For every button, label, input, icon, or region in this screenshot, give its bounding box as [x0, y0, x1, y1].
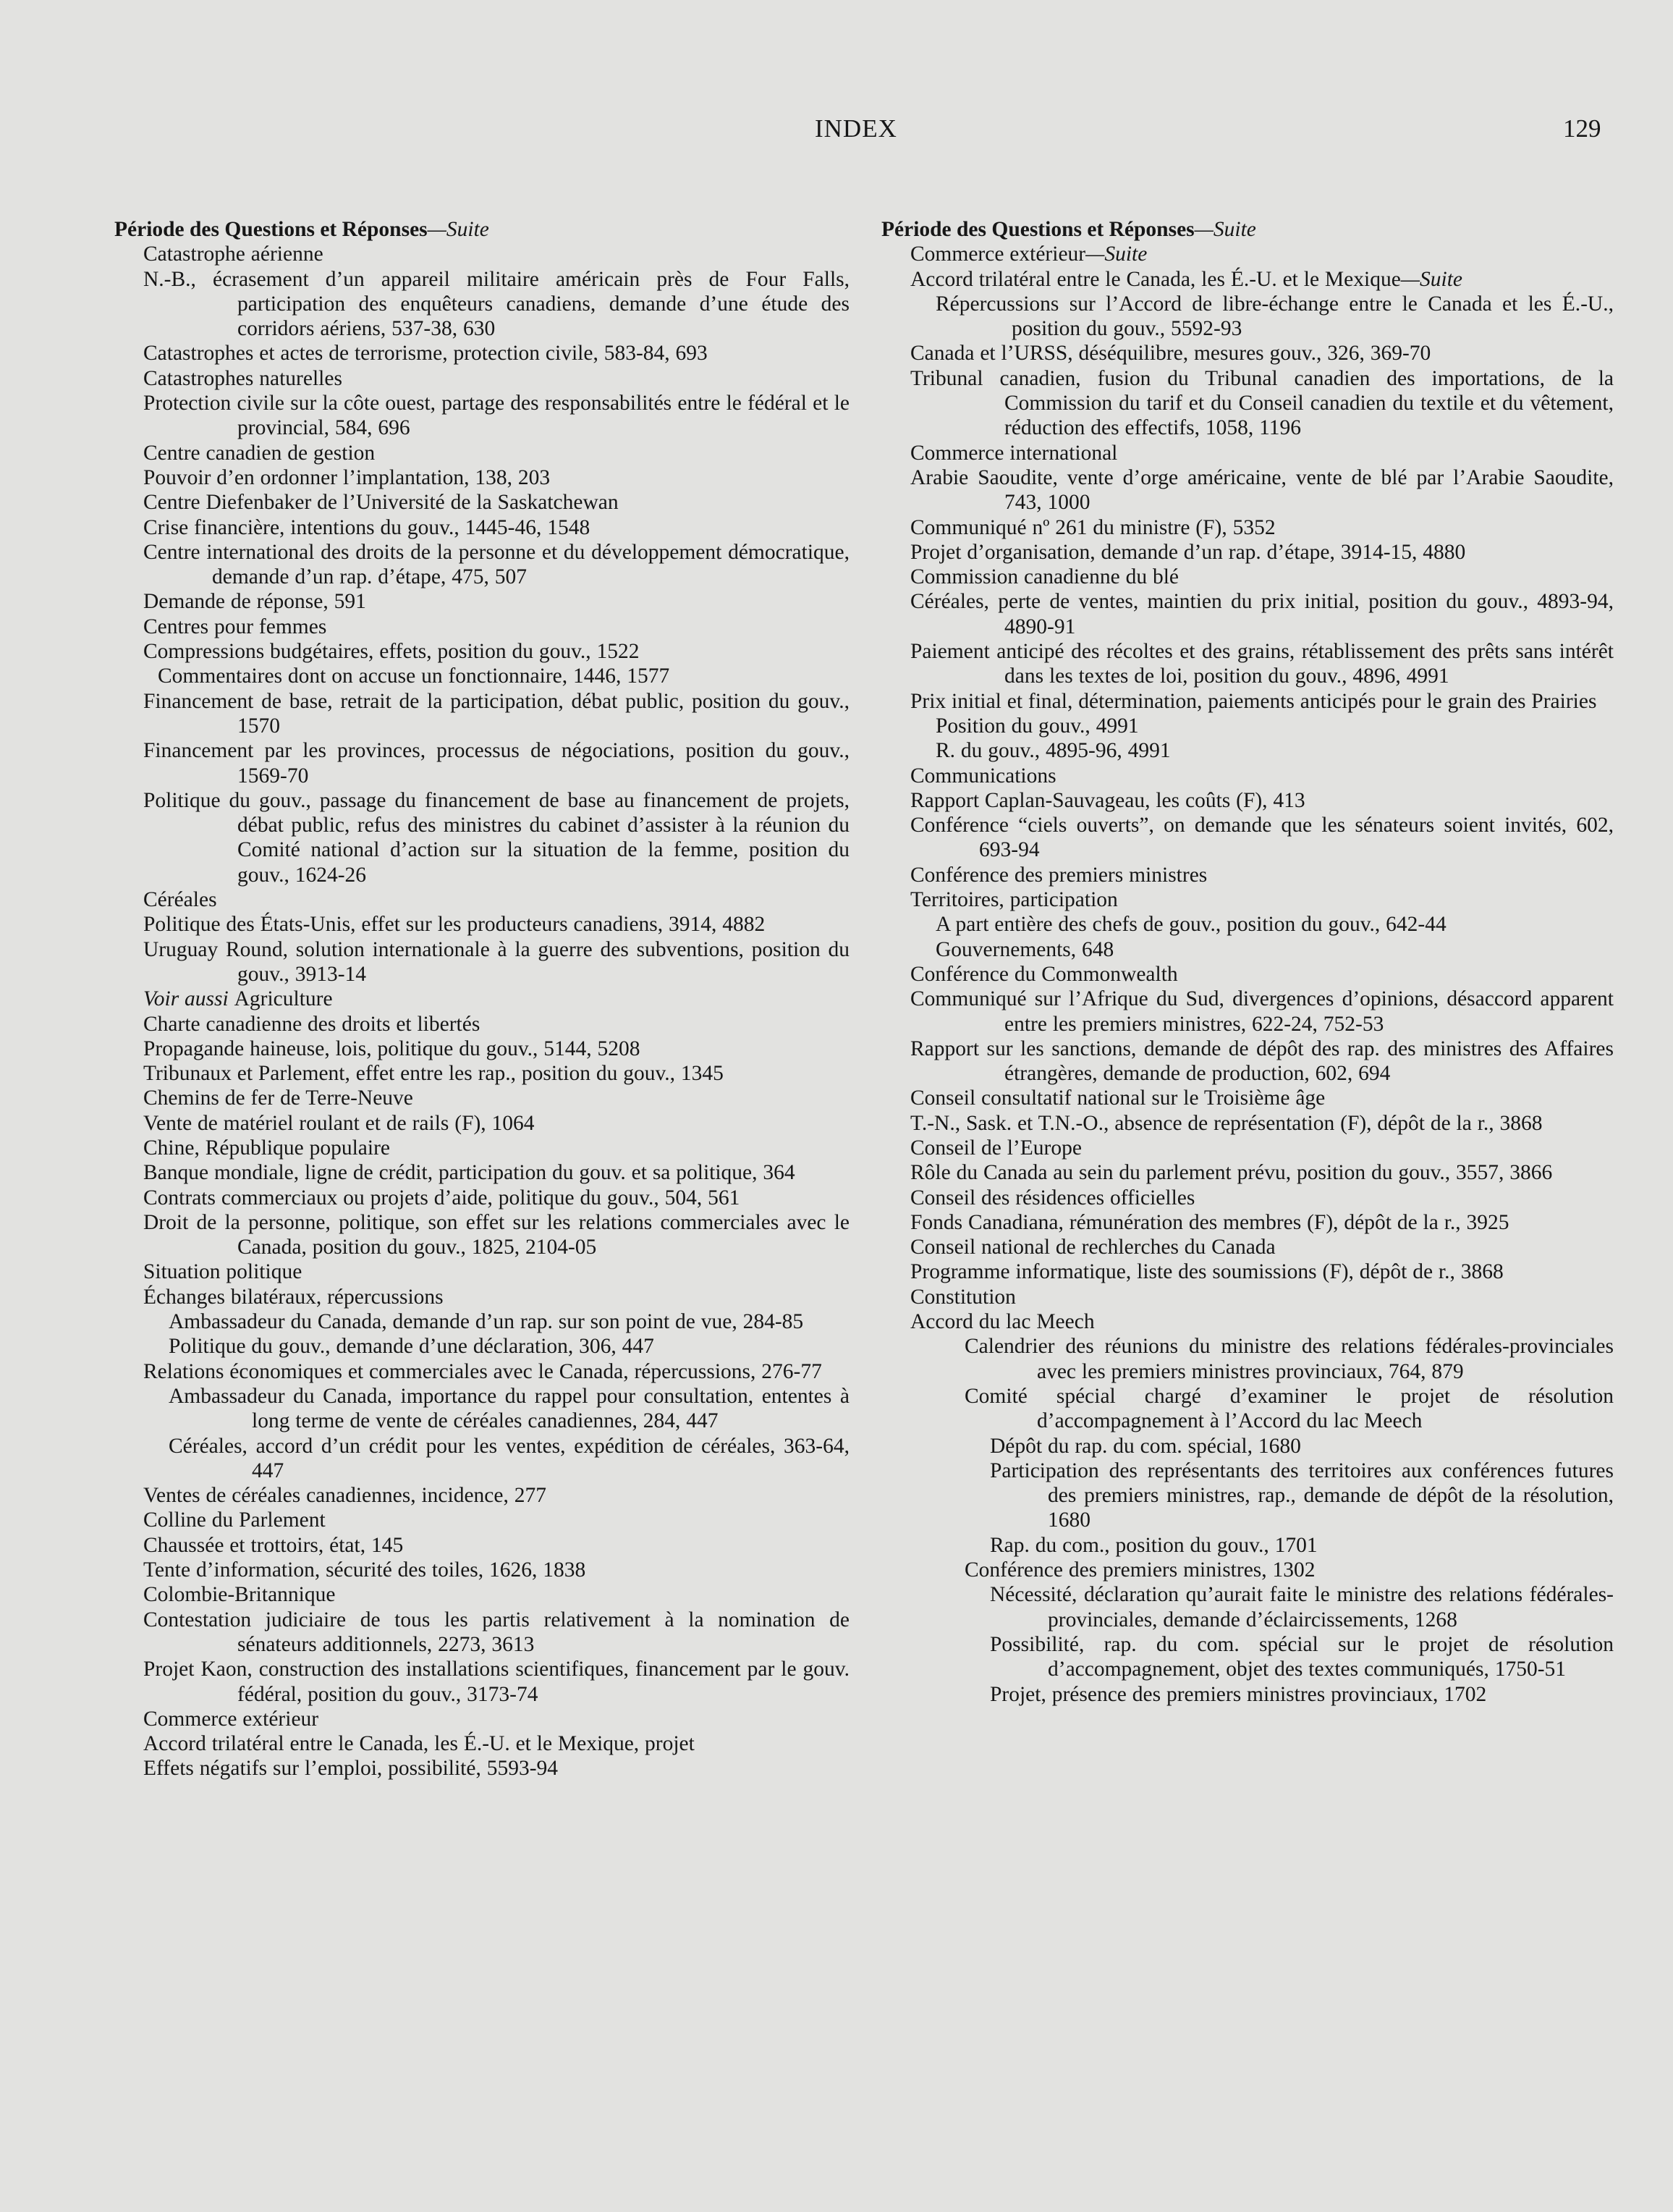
index-entry-text: Colombie-Britannique	[143, 1583, 336, 1607]
index-entry	[881, 1582, 1614, 1632]
index-entry	[114, 341, 850, 366]
index-entry-text: Rapport sur les sanctions, demande de dépôt des rap. des ministres des Affaires étrangères, demande de production, 602, 694	[910, 1037, 1614, 1086]
index-entry	[114, 391, 850, 441]
index-entry-text: Participation des représentants des territoires aux conférences futures des premiers ministres, rap., demande de dépôt de la résolution, 1680	[990, 1459, 1614, 1532]
index-entry	[881, 1558, 1614, 1582]
index-entry	[881, 589, 1614, 639]
index-entry	[881, 1037, 1614, 1086]
index-entry-text: Financement par les provinces, processus de négociations, position du gouv., 1569-70	[143, 739, 850, 788]
index-entry	[881, 863, 1614, 887]
index-entry-text: Conférence du Commonwealth	[910, 962, 1178, 986]
index-entry	[114, 1657, 850, 1707]
index-entry-text: Position du gouv., 4991	[936, 714, 1139, 738]
index-entry	[114, 1136, 850, 1160]
index-entry-text: Demande de réponse, 591	[143, 590, 366, 614]
index-entry-text: Rapport Caplan-Sauvageau, les coûts (F), 413	[910, 788, 1305, 812]
index-entry-text: Céréales	[143, 888, 217, 912]
index-entry-text: Charte canadienne des droits et libertés	[143, 1012, 480, 1036]
left-column-heading	[114, 217, 850, 242]
index-entry-text: Relations économiques et commerciales avec le Canada, répercussions, 276-77	[143, 1359, 822, 1383]
index-entry-text: Canada et l’URSS, déséquilibre, mesures gouv., 326, 369-70	[910, 342, 1431, 366]
index-entry	[114, 639, 850, 664]
index-entry-text: Commission canadienne du blé	[910, 565, 1179, 589]
index-entry	[114, 1582, 850, 1607]
index-entry	[881, 267, 1614, 292]
index-entry-text: Contrats commerciaux ou projets d’aide, politique du gouv., 504, 561	[143, 1186, 740, 1210]
index-entry-text: Nécessité, déclaration qu’aurait faite le ministre des relations fédérales-provinciales, demande d’éclaircissements, 1268	[990, 1583, 1614, 1631]
index-entry	[114, 1359, 850, 1384]
index-entry-text: Centres pour femmes	[143, 615, 327, 638]
index-entry	[114, 788, 850, 887]
index-entry-text: Politique du gouv., demande d’une déclaration, 306, 447	[169, 1335, 654, 1359]
index-entry	[114, 1756, 850, 1781]
right-column-heading	[881, 217, 1614, 242]
index-entry	[114, 1434, 850, 1484]
index-entry-text: Céréales, perte de ventes, maintien du prix initial, position du gouv., 4893-94, 4890-91	[910, 590, 1614, 638]
index-entry	[114, 1309, 850, 1334]
index-entry-text: Communiqué sur l’Afrique du Sud, divergences d’opinions, désaccord apparent entre les premiers ministres, 622-24, 752-53	[910, 987, 1614, 1036]
index-entry-text: Conférence “ciels ouverts”, on demande que les sénateurs soient invités, 602, 693-94	[910, 814, 1614, 862]
index-entry	[114, 887, 850, 912]
index-entry	[114, 1731, 850, 1756]
index-entry-text: Calendrier des réunions du ministre des relations fédérales-provinciales avec les premiers ministres provinciaux, 764, 879	[965, 1335, 1614, 1383]
index-entry-text: Tribunal canadien, fusion du Tribunal canadien des importations, de la Commission du tarif et du Conseil canadien du textile et du vêtement, réduction des effectifs, 1058, 1196	[910, 366, 1614, 440]
index-entry	[114, 1285, 850, 1309]
index-entry-text: Répercussions sur l’Accord de libre-échange entre le Canada et les É.-U., position du gouv., 5592-93	[936, 292, 1614, 341]
index-entry	[114, 738, 850, 788]
index-entry-text: Projet d’organisation, demande d’un rap. d’étape, 3914-15, 4880	[910, 540, 1466, 564]
index-entry	[114, 1061, 850, 1086]
index-entry	[881, 1210, 1614, 1235]
index-entry-text: Compressions budgétaires, effets, position du gouv., 1522	[143, 640, 640, 664]
index-entry	[881, 1459, 1614, 1533]
index-entry	[114, 1533, 850, 1558]
index-entry-text: Rôle du Canada au sein du parlement prévu, position du gouv., 3557, 3866	[910, 1161, 1553, 1185]
right-heading-text: Période des Questions et Réponses	[881, 218, 1195, 241]
index-entry-text: Ambassadeur du Canada, demande d’un rap. sur son point de vue, 284-85	[169, 1310, 804, 1334]
index-entry	[881, 1384, 1614, 1434]
index-entry-text: T.-N., Sask. et T.N.-O., absence de représentation (F), dépôt de la r., 3868	[910, 1111, 1543, 1135]
index-entry-text: Céréales, accord d’un crédit pour les ventes, expédition de céréales, 363-64, 447	[169, 1434, 850, 1482]
index-entry	[114, 1508, 850, 1532]
index-entry	[881, 1259, 1614, 1284]
index-entry	[114, 242, 850, 266]
index-entry-text: Centre Diefenbaker de l’Université de la Saskatchewan	[143, 491, 619, 515]
index-entry-text: Contestation judiciaire de tous les partis relativement à la nomination de sénateurs additionnels, 2273, 3613	[143, 1608, 850, 1656]
index-entry-text: Centre canadien de gestion	[143, 441, 376, 465]
index-entry-text: Effets négatifs sur l’emploi, possibilité, 5593-94	[143, 1757, 559, 1781]
index-entry	[114, 615, 850, 639]
index-entry	[114, 1012, 850, 1037]
index-entry-text: Propagande haineuse, lois, politique du gouv., 5144, 5208	[143, 1037, 640, 1060]
index-entry-text: Banque mondiale, ligne de crédit, participation du gouv. et sa politique, 364	[143, 1161, 795, 1185]
index-entry	[881, 1285, 1614, 1309]
index-entry-text: Conseil national de rechlerches du Canada	[910, 1236, 1276, 1259]
index-entry-text: Pouvoir d’en ordonner l’implantation, 138, 203	[143, 465, 551, 489]
index-entry	[114, 987, 850, 1011]
index-entry	[114, 267, 850, 342]
index-entry-text: Projet, présence des premiers ministres provinciaux, 1702	[990, 1682, 1487, 1706]
index-entry	[114, 664, 850, 688]
left-heading-text: Période des Questions et Réponses	[114, 218, 428, 241]
index-entry	[881, 565, 1614, 589]
index-entry	[881, 441, 1614, 465]
index-entry-text: Paiement anticipé des récoltes et des grains, rétablissement des prêts sans intérêt dans les textes de loi, position du gouv., 4896, 4991	[910, 640, 1614, 688]
index-entry	[881, 987, 1614, 1037]
index-entry-text: N.-B., écrasement d’un appareil militaire américain près de Four Falls, participation des enquêteurs canadiens, demande d’une étude des corridors aériens, 537-38, 630	[143, 267, 850, 341]
index-entry	[881, 1111, 1614, 1136]
index-entry	[881, 1160, 1614, 1185]
index-entry-text: Catastrophe aérienne	[143, 242, 323, 266]
index-entry	[114, 1483, 850, 1508]
index-entry	[114, 1558, 850, 1582]
index-entry-text: Droit de la personne, politique, son effet sur les relations commerciales avec le Canada, position du gouv., 1825, 2104-05	[143, 1210, 850, 1259]
suite-suffix: —Suite	[1400, 267, 1463, 291]
index-entry-text: Chine, République populaire	[143, 1136, 390, 1160]
index-entry	[881, 689, 1614, 714]
index-entry-text: Arabie Saoudite, vente d’orge américaine, vente de blé par l’Arabie Saoudite, 743, 1000	[910, 465, 1614, 515]
right-column	[881, 217, 1614, 1707]
index-entry	[881, 764, 1614, 788]
index-entry-text: Conseil des résidences officielles	[910, 1186, 1195, 1210]
index-entry-text: Projet Kaon, construction des installations scientifiques, financement par le gouv. fédéral, position du gouv., 3173-74	[143, 1658, 850, 1706]
index-entry	[114, 1037, 850, 1061]
index-entry-text: Tente d’information, sécurité des toiles, 1626, 1838	[143, 1558, 586, 1582]
index-entry	[881, 1086, 1614, 1110]
index-entry	[881, 465, 1614, 515]
index-entry-text: A part entière des chefs de gouv., position du gouv., 642-44	[936, 913, 1447, 937]
index-entry	[114, 689, 850, 739]
index-entry-text: Agriculture	[234, 987, 333, 1011]
index-entry	[881, 1434, 1614, 1459]
index-entry	[114, 912, 850, 937]
index-entry-text: Accord trilatéral entre le Canada, les É.-U. et le Mexique	[910, 267, 1401, 291]
index-entry-text: Accord trilatéral entre le Canada, les É.-U. et le Mexique, projet	[143, 1732, 695, 1756]
index-entry	[881, 1186, 1614, 1210]
index-entry	[881, 1334, 1614, 1384]
index-entry	[881, 1682, 1614, 1707]
index-entry-text: Ambassadeur du Canada, importance du rappel pour consultation, ententes à long terme de vente de céréales canadiennes, 284, 447	[169, 1384, 850, 1433]
see-also-prefix: Voir aussi	[143, 987, 234, 1011]
index-entry	[881, 540, 1614, 565]
index-entry-text: Gouvernements, 648	[936, 937, 1114, 961]
index-entry	[881, 912, 1614, 937]
index-entry	[114, 1186, 850, 1210]
index-entry-text: Rap. du com., position du gouv., 1701	[990, 1533, 1318, 1557]
index-entry	[114, 1111, 850, 1136]
index-entry	[881, 937, 1614, 962]
index-entry-text: Commerce international	[910, 441, 1118, 465]
index-entry-text: Catastrophes et actes de terrorisme, protection civile, 583-84, 693	[143, 342, 708, 366]
index-entry-text: Situation politique	[143, 1260, 302, 1284]
suite-suffix: —Suite	[1085, 242, 1148, 266]
index-entry	[881, 714, 1614, 738]
index-entry	[881, 242, 1614, 266]
index-entry-text: Conseil consultatif national sur le Troisième âge	[910, 1086, 1326, 1110]
index-entry	[881, 341, 1614, 366]
index-entry-text: R. du gouv., 4895-96, 4991	[936, 739, 1171, 763]
index-entry	[881, 813, 1614, 863]
index-entry-text: Communications	[910, 764, 1056, 788]
index-entry-text: Politique des États-Unis, effet sur les producteurs canadiens, 3914, 4882	[143, 913, 766, 937]
index-entry	[114, 515, 850, 540]
index-entry-text: Politique du gouv., passage du financement de base au financement de projets, débat public, refus des ministres du cabinet d’assister à la réunion du Comité national d’action sur la situation de la femme, position du gouv., 1624-26	[143, 788, 850, 887]
index-entry	[881, 887, 1614, 912]
index-entry	[881, 962, 1614, 987]
right-heading-suite: —Suite	[1194, 218, 1256, 241]
index-entry-text: Prix initial et final, détermination, paiements anticipés pour le grain des Prairies	[910, 689, 1597, 713]
index-entry-text: Commerce extérieur	[143, 1707, 319, 1731]
index-entry-text: Comité spécial chargé d’examiner le projet de résolution d’accompagnement à l’Accord du lac Meech	[965, 1384, 1614, 1433]
index-entry-text: Possibilité, rap. du com. spécial sur le projet de résolution d’accompagnement, objet des textes communiqués, 1750-51	[990, 1632, 1614, 1681]
index-entry-text: Crise financière, intentions du gouv., 1445-46, 1548	[143, 515, 590, 539]
index-entry-text: Ventes de céréales canadiennes, incidence, 277	[143, 1484, 546, 1508]
index-entry	[114, 1334, 850, 1359]
index-entry-text: Fonds Canadiana, rémunération des membres (F), dépôt de la r., 3925	[910, 1210, 1509, 1234]
index-entry	[881, 1235, 1614, 1259]
index-entry	[114, 465, 850, 490]
index-entry-text: Uruguay Round, solution internationale à la guerre des subventions, position du gouv., 3913-14	[143, 937, 850, 986]
index-entry	[114, 490, 850, 515]
index-entry-text: Colline du Parlement	[143, 1508, 326, 1532]
index-entry	[881, 1136, 1614, 1160]
index-entry-text: Communiqué nº 261 du ministre (F), 5352	[910, 515, 1276, 539]
index-entry-text: Dépôt du rap. du com. spécial, 1680	[990, 1434, 1301, 1458]
index-entry-text: Commentaires dont on accuse un fonctionnaire, 1446, 1577	[158, 664, 670, 688]
index-entry-text: Financement de base, retrait de la participation, débat public, position du gouv., 1570	[143, 689, 850, 738]
index-entry	[881, 366, 1614, 441]
index-entry-text: Tribunaux et Parlement, effet entre les rap., position du gouv., 1345	[143, 1062, 724, 1086]
index-entry	[114, 540, 850, 590]
index-entry	[114, 1707, 850, 1731]
index-entry	[881, 639, 1614, 689]
index-entry	[114, 1259, 850, 1284]
index-entry	[881, 1632, 1614, 1682]
index-entry	[881, 292, 1614, 342]
index-entry-text: Territoires, participation	[910, 888, 1118, 912]
index-entry	[114, 366, 850, 391]
index-entry	[114, 1210, 850, 1260]
index-entry	[114, 1160, 850, 1185]
index-entry-text: Conférence des premiers ministres	[910, 863, 1208, 887]
index-entry-text: Commerce extérieur	[910, 242, 1086, 266]
index-entry	[114, 1384, 850, 1434]
index-entry-text: Chemins de fer de Terre-Neuve	[143, 1086, 413, 1110]
index-entry	[114, 1608, 850, 1658]
index-entry	[114, 589, 850, 614]
index-entry-text: Conférence des premiers ministres, 1302	[965, 1558, 1316, 1582]
index-entry-text: Échanges bilatéraux, répercussions	[143, 1285, 444, 1309]
index-entry-text: Constitution	[910, 1285, 1016, 1309]
index-entry	[881, 515, 1614, 540]
index-entry-text: Conseil de l’Europe	[910, 1136, 1082, 1160]
index-entry	[881, 788, 1614, 813]
index-entry	[881, 1309, 1614, 1334]
index-entry	[881, 1533, 1614, 1558]
index-entry-text: Accord du lac Meech	[910, 1310, 1095, 1334]
index-entry	[114, 1086, 850, 1110]
index-entry-text: Vente de matériel roulant et de rails (F), 1064	[143, 1111, 535, 1135]
index-entry-text: Programme informatique, liste des soumissions (F), dépôt de r., 3868	[910, 1260, 1504, 1284]
left-heading-suite: —Suite	[427, 218, 489, 241]
index-entry-text: Protection civile sur la côte ouest, partage des responsabilités entre le fédéral et le provincial, 584, 696	[143, 392, 850, 440]
index-entry	[114, 441, 850, 465]
index-entry	[881, 738, 1614, 763]
index-entry-text: Chaussée et trottoirs, état, 145	[143, 1533, 404, 1557]
page-title: INDEX	[815, 114, 897, 143]
left-column	[114, 217, 850, 1781]
index-entry-text: Catastrophes naturelles	[143, 366, 342, 390]
index-entry-text: Centre international des droits de la personne et du développement démocratique, demande d’un rap. d’étape, 475, 507	[143, 540, 850, 589]
page-number: 129	[1563, 114, 1601, 143]
index-entry	[114, 937, 850, 987]
